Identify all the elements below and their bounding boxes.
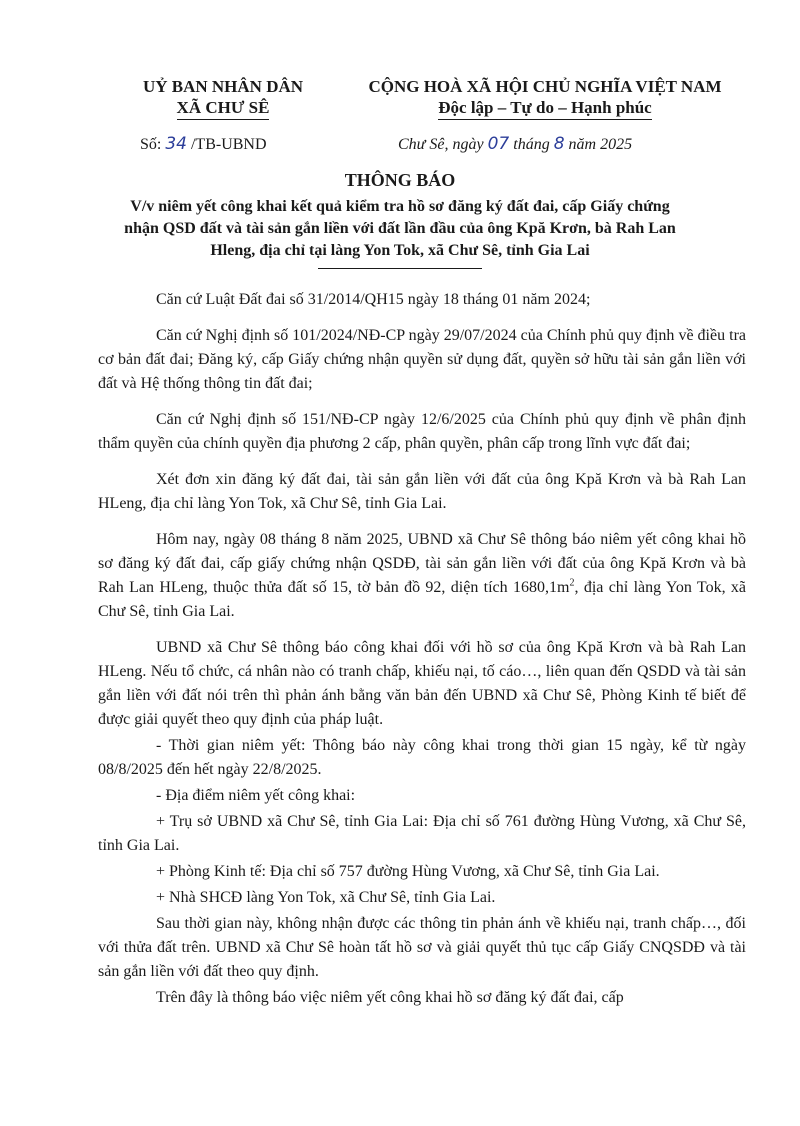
nation-line-1: CỘNG HOÀ XÃ HỘI CHỦ NGHĨA VIỆT NAM xyxy=(368,77,722,96)
paragraph-closing: Trên đây là thông báo việc niêm yết công khai hồ sơ đăng ký đất đai, cấp xyxy=(156,989,624,1006)
document-date xyxy=(398,134,632,154)
date-prefix: Chư Sê, ngày xyxy=(398,136,484,153)
document-subject: V/v niêm yết công khai kết quả kiểm tra hồ sơ đăng ký đất đai, cấp Giấy chứng nhận QSD đất và tài sản gắn liền với đất lần đầu của ông Kpă Krơn, bà Rah Lan Hleng, địa chỉ tại làng Yon Tok, xã Chư Sê, tỉnh Gia Lai xyxy=(124,198,676,259)
announcement-text-end: , địa chỉ làng Yon Tok, xã Chư Sê, tỉnh Gia Lai. xyxy=(98,579,747,620)
national-motto xyxy=(350,76,740,120)
date-day-handwritten: 07 xyxy=(487,134,510,154)
paragraph-legal-basis-1: Căn cứ Luật Đất đai số 31/2014/QH15 ngày 18 tháng 01 năm 2024; xyxy=(156,291,591,308)
subject-divider xyxy=(318,268,482,269)
location-community-house: + Nhà SHCĐ làng Yon Tok, xã Chư Sê, tỉnh Gia Lai. xyxy=(156,889,496,906)
paragraph-legal-basis-2: Căn cứ Nghị định số 101/2024/NĐ-CP ngày 29/07/2024 của Chính phủ quy định về điều tra cơ bản đất đai; Đăng ký, cấp Giấy chứng nhận quyền sử dụng đất, quyền sở hữu tài sản gắn liền với đất và Hệ thống thông tin đất đai; xyxy=(98,327,746,392)
nation-line-2: Độc lập – Tự do – Hạnh phúc xyxy=(438,97,651,120)
document-title: THÔNG BÁO xyxy=(344,170,456,190)
document-number xyxy=(140,134,267,154)
issuing-agency xyxy=(118,76,328,120)
agency-line-1: UỶ BAN NHÂN DÂN xyxy=(142,77,304,96)
paragraph-legal-basis-3: Căn cứ Nghị định số 151/NĐ-CP ngày 12/6/2025 của Chính phủ quy định về phân định thẩm quyền của chính quyền địa phương 2 cấp, phân quyền, phân cấp trong lĩnh vực đất đai; xyxy=(98,411,746,452)
document-body xyxy=(98,288,746,1010)
location-economic-office: + Phòng Kinh tế: Địa chỉ số 757 đường Hùng Vương, xã Chư Sê, tỉnh Gia Lai. xyxy=(156,863,660,880)
date-suffix: năm 2025 xyxy=(568,136,633,153)
paragraph-after-period: Sau thời gian này, không nhận được các thông tin phản ánh về khiếu nại, tranh chấp…, đối với thửa đất trên. UBND xã Chư Sê hoàn tất hồ sơ và giải quyết thủ tục cấp Giấy CNQSDĐ và tài sản gắn liền với đất theo quy định. xyxy=(98,915,746,980)
location-commune-office: + Trụ sở UBND xã Chư Sê, tỉnh Gia Lai: Địa chỉ số 761 đường Hùng Vương, xã Chư Sê, tỉnh Gia Lai. xyxy=(98,813,746,854)
agency-line-2: XÃ CHƯ SÊ xyxy=(177,97,270,120)
paragraph-complaints: UBND xã Chư Sê thông báo công khai đối với hồ sơ của ông Kpă Krơn và bà Rah Lan HLeng. Nếu tổ chức, cá nhân nào có tranh chấp, khiếu nại, tố cáo…, liên quan đến QSDD và tài sản gắn liền với đất nói trên thì phản ánh bằng văn bản đến UBND xã Chư Sê, Phòng Kinh tế biết để được giải quyết theo quy định của pháp luật. xyxy=(98,639,746,728)
doc-number-prefix: Số: xyxy=(140,136,162,153)
paragraph-announcement xyxy=(98,528,746,624)
date-mid: tháng xyxy=(513,136,550,153)
announcement-text: Hôm nay, ngày 08 tháng 8 năm 2025, UBND xã Chư Sê thông báo niêm yết công khai hồ sơ đăng ký đất đai, cấp giấy chứng nhận QSDĐ, tài sản gắn liền với đất của ông Kpă Krơn và bà Rah Lan HLeng, thuộc thửa đất số 15, tờ bản đồ 92, diện tích 1680,1m xyxy=(98,531,746,596)
doc-number-suffix: /TB-UBND xyxy=(190,136,267,153)
area-unit-superscript: 2 xyxy=(569,577,575,589)
paragraph-application: Xét đơn xin đăng ký đất đai, tài sản gắn liền với đất của ông Kpă Krơn và bà Rah Lan HLeng, địa chỉ làng Yon Tok, xã Chư Sê, tỉnh Gia Lai. xyxy=(98,471,746,512)
date-month-handwritten: 8 xyxy=(553,134,565,154)
paragraph-posting-locations: - Địa điểm niêm yết công khai: xyxy=(156,787,356,804)
paragraph-posting-period: - Thời gian niêm yết: Thông báo này công khai trong thời gian 15 ngày, kể từ ngày 08/8/2025 đến hết ngày 22/8/2025. xyxy=(98,737,746,778)
doc-number-handwritten: 34 xyxy=(165,134,187,154)
